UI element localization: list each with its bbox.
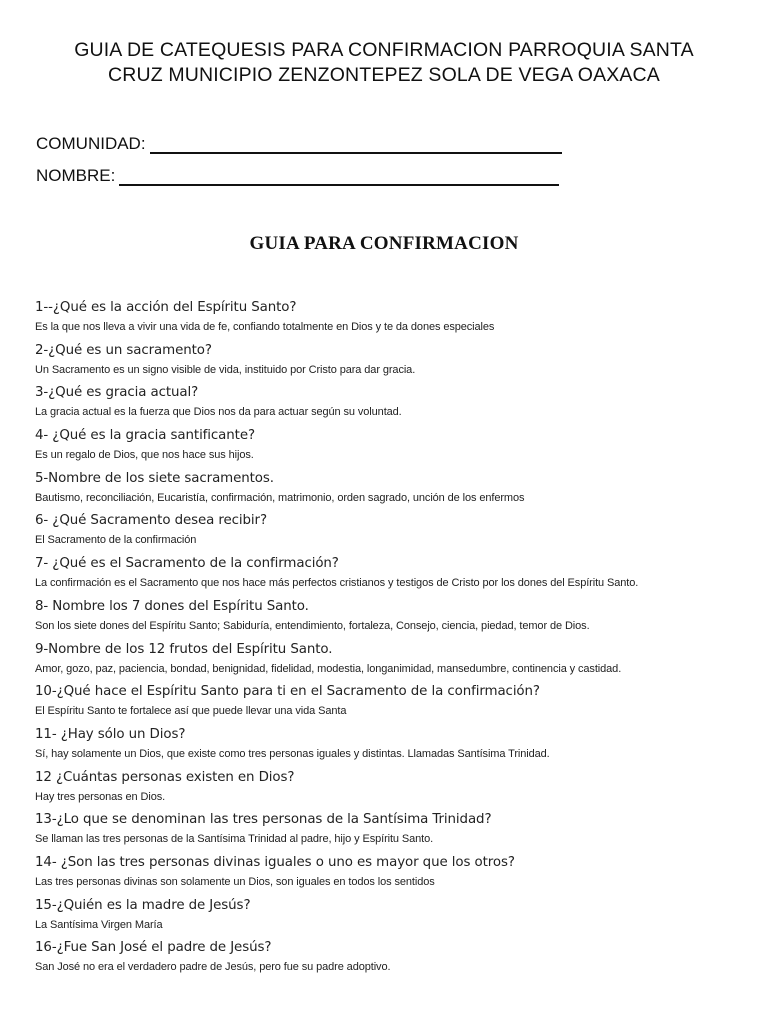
question-item [35,511,755,554]
nombre-field [36,166,559,186]
question-text: 1--¿Qué es la acción del Espíritu Santo? [35,300,297,315]
guide-subtitle: GUIA PARA CONFIRMACION [249,233,519,254]
question-item [35,853,755,896]
answer-text: El Sacramento de la confirmación [35,534,197,547]
answer-text: San José no era el verdadero padre de Jesús, pero fue su padre adoptivo. [35,961,391,974]
answer-text: Un Sacramento es un signo visible de vida, instituido por Cristo para dar gracia. [35,363,416,376]
question-text: 8- Nombre los 7 dones del Espíritu Santo. [35,598,309,614]
question-text: 2-¿Qué es un sacramento? [35,342,212,358]
header-line-1: GUIA DE CATEQUESIS PARA CONFIRMACION PARROQUIA SANTA [74,39,694,61]
nombre-label: NOMBRE: [36,166,116,185]
question-item [35,554,755,597]
comunidad-field [36,134,562,154]
question-text: 3-¿Qué es gracia actual? [35,385,199,401]
question-text: 16-¿Fue San José el padre de Jesús? [35,940,272,956]
answer-text: Bautismo, reconciliación, Eucaristía, confirmación, matrimonio, orden sagrado, unción de los enfermos [35,491,525,504]
answer-text: Se llaman las tres personas de la Santísima Trinidad al padre, hijo y Espíritu Santo. [35,833,434,846]
question-text: 14- ¿Son las tres personas divinas iguales o uno es mayor que los otros? [35,854,515,870]
header-line-2: CRUZ MUNICIPIO ZENZONTEPEZ SOLA DE VEGA OAXACA [108,64,660,86]
question-item [35,640,755,683]
question-text: 15-¿Quién es la madre de Jesús? [35,897,251,913]
answer-text: Es la que nos lleva a vivir una vida de fe, confiando totalmente en Dios y te da dones especiales [35,321,495,333]
question-text: 7- ¿Qué es el Sacramento de la confirmación? [35,556,339,572]
answer-text: Amor, gozo, paz, paciencia, bondad, benignidad, fidelidad, modestia, longanimidad, mansedumbre, continencia y castidad. [35,662,622,675]
answer-text: La confirmación es el Sacramento que nos hace más perfectos cristianos y testigos de Cristo por los dones del Espíritu Santo. [35,577,639,590]
answer-text: La Santísima Virgen María [35,918,163,931]
question-text: 13-¿Lo que se denominan las tres personas de la Santísima Trinidad? [35,812,492,828]
question-text: 10-¿Qué hace el Espíritu Santo para ti en el Sacramento de la confirmación? [35,684,540,700]
comunidad-blank-line [150,138,562,154]
question-item [35,298,755,341]
question-item [35,810,755,853]
question-item [35,682,755,725]
nombre-blank-line [119,170,559,186]
question-item [35,938,755,981]
question-item [35,725,755,768]
answer-text: El Espíritu Santo te fortalece así que puede llevar una vida Santa [35,705,347,718]
question-item [35,383,755,426]
question-item [35,597,755,640]
question-item [35,768,755,811]
question-text: 12 ¿Cuántas personas existen en Dios? [35,769,295,785]
answer-text: Las tres personas divinas son solamente un Dios, son iguales en todos los sentidos [35,875,435,888]
question-text: 9-Nombre de los 12 frutos del Espíritu Santo. [35,641,333,657]
answer-text: Hay tres personas en Dios. [35,790,166,803]
answer-text: Sí, hay solamente un Dios, que existe como tres personas iguales y distintas. Llamadas Santísima Trinidad. [35,747,550,760]
document-header [30,38,738,88]
question-item [35,341,755,384]
question-item [35,426,755,469]
question-list [35,298,755,981]
comunidad-label: COMUNIDAD: [36,134,146,153]
answer-text: La gracia actual es la fuerza que Dios nos da para actuar según su voluntad. [35,406,402,419]
answer-text: Es un regalo de Dios, que nos hace sus hijos. [35,449,254,462]
question-text: 11- ¿Hay sólo un Dios? [35,726,186,742]
question-text: 4- ¿Qué es la gracia santificante? [35,428,255,444]
question-text: 6- ¿Qué Sacramento desea recibir? [35,513,267,529]
question-item [35,469,755,512]
question-text: 5-Nombre de los siete sacramentos. [35,470,274,486]
question-item [35,896,755,939]
answer-text: Son los siete dones del Espíritu Santo; Sabiduría, entendimiento, fortaleza, Consejo, ciencia, piedad, temor de Dios. [35,619,590,632]
